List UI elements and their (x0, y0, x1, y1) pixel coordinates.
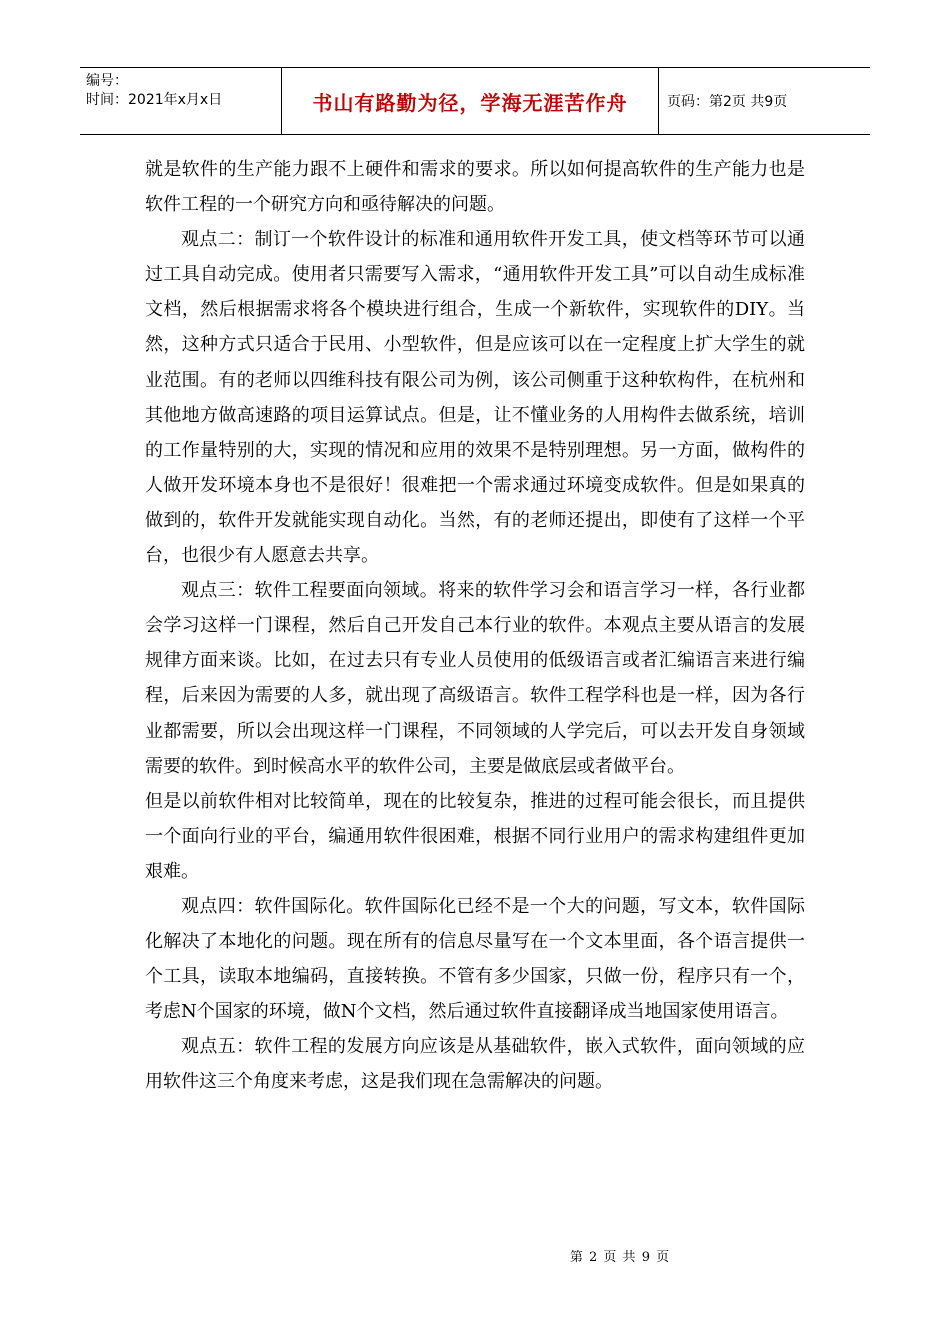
header-slogan: 书山有路勤为径，学海无涯苦作舟 (282, 68, 659, 134)
paragraph-viewpoint-5: 观点五：软件工程的发展方向应该是从基础软件，嵌入式软件，面向领域的应用软件这三个角度来考虑，这是我们现在急需解决的问题。 (145, 1036, 805, 1093)
paragraph: 但是以前软件相对比较简单，现在的比较复杂，推进的过程可能会很长，而且提供一个面向行业的平台，编通用软件很困难，根据不同行业用户的需求构建组件更加艰难。 (145, 790, 805, 882)
paragraph-viewpoint-2: 观点二：制订一个软件设计的标准和通用软件开发工具，使文档等环节可以通过工具自动完成。使用者只需要写入需求，“通用软件开发工具”可以自动生成标准文档，然后根据需求将各个模块进行组合，生成一个新软件，实现软件的DIY。当然，这种方式只适合于民用、小型软件，但是应该可以在一定程度上扩大学生的就业范围。有的老师以四维科技有限公司为例，该公司侧重于这种软构件，在杭州和其他地方做高速路的项目运算试点。但是，让不懂业务的人用构件去做系统，培训的工作量特别的大，实现的情况和应用的效果不是特别理想。另一方面，做构件的人做开发环境本身也不是很好！很难把一个需求通过环境变成软件。但是如果真的做到的，软件开发就能实现自动化。当然，有的老师还提出，即使有了这样一个平台，也很少有人愿意去共享。 (145, 229, 805, 567)
document-body (145, 152, 805, 1100)
paragraph: 就是软件的生产能力跟不上硬件和需求的要求。所以如何提高软件的生产能力也是软件工程的一个研究方向和亟待解决的问题。 (145, 159, 805, 216)
document-time: 时间：2021年x月x日 (86, 92, 223, 108)
header-meta (80, 68, 282, 134)
paragraph-viewpoint-3: 观点三：软件工程要面向领域。将来的软件学习会和语言学习一样，各行业都会学习这样一门课程，然后自己开发自己本行业的软件。本观点主要从语言的发展规律方面来谈。比如，在过去只有专业人员使用的低级语言或者汇编语言来进行编程，后来因为需要的人多，就出现了高级语言。软件工程学科也是一样，因为各行业都需要，所以会出现这样一门课程，不同领域的人学完后，可以去开发自身领域需要的软件。到时候高水平的软件公司，主要是做底层或者做平台。 (145, 580, 805, 777)
page-footer: 第 2 页 共 9 页 (569, 1250, 671, 1265)
document-number: 编号： (86, 73, 128, 89)
header-page-number: 页码：第2页 共9页 (667, 94, 788, 110)
page-header (80, 67, 870, 135)
paragraph-viewpoint-4: 观点四：软件国际化。软件国际化已经不是一个大的问题，写文本，软件国际化解决了本地化的问题。现在所有的信息尽量写在一个文本里面，各个语言提供一个工具，读取本地编码，直接转换。不管有多少国家，只做一份，程序只有一个，考虑N个国家的环境，做N个文档，然后通过软件直接翻译成当地国家使用语言。 (145, 895, 805, 1023)
